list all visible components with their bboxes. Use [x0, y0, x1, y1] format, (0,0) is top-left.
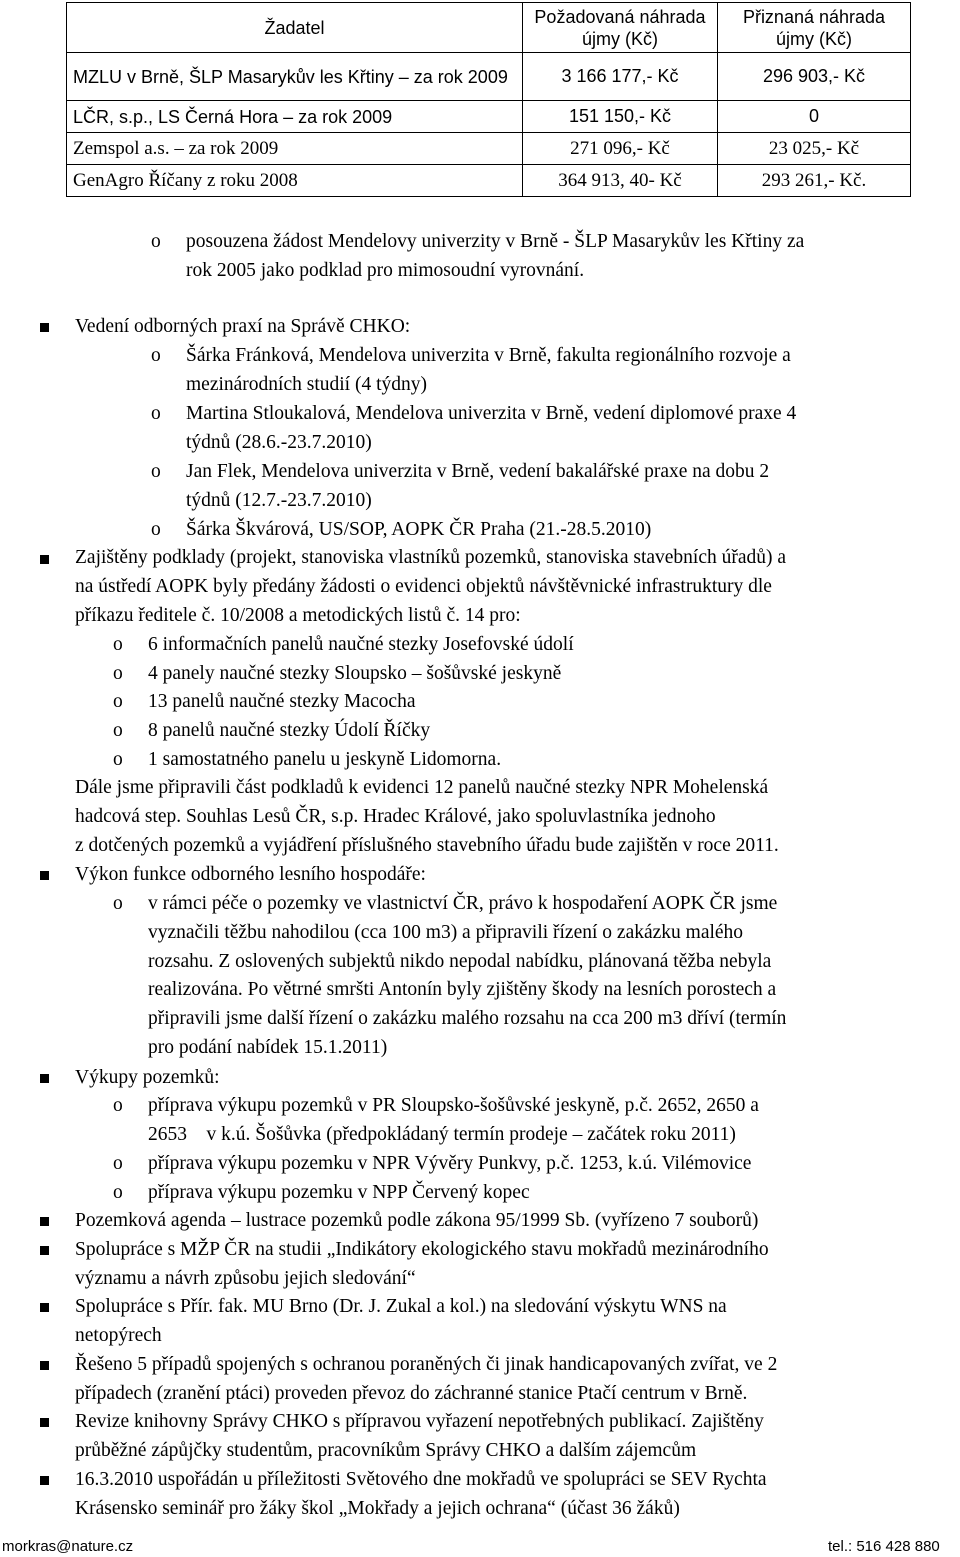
section-title: Vedení odborných praxí na Správě CHKO: — [75, 316, 411, 337]
compensation-table — [66, 2, 911, 197]
granted-cell: 296 903,- Kč — [718, 53, 911, 101]
granted-cell: 23 025,- Kč — [718, 133, 911, 165]
circle-bullet: o — [113, 634, 123, 655]
list-item: Martina Stloukalová, Mendelova univerzita v Brně, vedení diplomové praxe 4 týdnů (28.6.-23.7.2010) — [186, 403, 797, 453]
footer-phone: tel.: 516 428 880 — [828, 1538, 940, 1555]
paragraph: Pozemková agenda – lustrace pozemků podle zákona 95/1999 Sb. (vyřízeno 7 souborů) — [75, 1210, 759, 1231]
granted-cell: 293 261,- Kč. — [718, 165, 911, 197]
header-applicant: Žadatel — [67, 3, 523, 53]
circle-bullet: o — [113, 1153, 123, 1174]
list-item: Šárka Fránková, Mendelova univerzita v Brně, fakulta regionálního rozvoje a mezinárodních studií (4 týdny) — [186, 345, 791, 395]
square-bullet — [40, 1303, 49, 1312]
granted-cell: 0 — [718, 101, 911, 133]
paragraph: Řešeno 5 případů spojených s ochranou poraněných či jinak handicapovaných zvířat, ve 2 případech (zranění ptáci) proveden převoz do záchranné stanice Ptačí centrum v Brně. — [75, 1354, 778, 1404]
square-bullet — [40, 555, 49, 564]
circle-bullet: o — [113, 749, 123, 770]
circle-bullet: o — [113, 1182, 123, 1203]
circle-bullet: o — [113, 663, 123, 684]
list-item: příprava výkupu pozemku v NPR Vývěry Punkvy, p.č. 1253, k.ú. Vilémovice — [148, 1153, 752, 1174]
list-item: v rámci péče o pozemky ve vlastnictví ČR, právo k hospodaření AOPK ČR jsme vyznačili těžbu nahodilou (cca 100 m3) a připravili řízení o zakázku malého rozsahu. Z oslovených subjektů nikdo nepodal nabídku, plánovaná těžba nebyla realizována. Po větrné smršti Antonín byly zjištěny škody na lesních porostech a připravili jsme další řízení o zakázku malého rozsahu na cca 200 m3 dříví (termín pro podání nabídek 15.1.2011) — [148, 893, 787, 1058]
table-row — [67, 53, 911, 101]
applicant-cell: LČR, s.p., LS Černá Hora – za rok 2009 — [67, 101, 523, 133]
section-title: Výkupy pozemků: — [75, 1067, 220, 1088]
section-title: Výkon funkce odborného lesního hospodáře: — [75, 864, 426, 885]
circle-bullet: o — [113, 720, 123, 741]
paragraph: Spolupráce s MŽP ČR na studii „Indikátory ekologického stavu mokřadů mezinárodního významu a návrh způsobu jejich sledování“ — [75, 1239, 769, 1289]
square-bullet — [40, 1361, 49, 1370]
square-bullet — [40, 323, 49, 332]
applicant-cell: Zemspol a.s. – za rok 2009 — [67, 133, 523, 165]
paragraph: Dále jsme připravili část podkladů k evidenci 12 panelů naučné stezky NPR Mohelenská hadcová step. Souhlas Lesů ČR, s.p. Hradec Králové, jako spoluvlastníka jednoho z dotčených pozemků a vyjádření příslušného stavebního úřadu bude zajištěn v roce 2011. — [75, 777, 779, 856]
applicant-cell: MZLU v Brně, ŠLP Masarykův les Křtiny – za rok 2009 — [67, 53, 523, 101]
square-bullet — [40, 1246, 49, 1255]
requested-cell: 271 096,- Kč — [523, 133, 718, 165]
circle-bullet: o — [113, 893, 123, 914]
requested-cell: 3 166 177,- Kč — [523, 53, 718, 101]
list-item: Šárka Škvárová, US/SOP, AOPK ČR Praha (21.-28.5.2010) — [186, 519, 652, 540]
header-granted: Přiznaná náhrada újmy (Kč) — [718, 3, 911, 53]
list-item: příprava výkupu pozemků v PR Sloupsko-šošůvské jeskyně, p.č. 2652, 2650 a 2653 v k.ú. Šošůvka (předpokládaný termín prodeje – začátek roku 2011) — [148, 1095, 759, 1145]
circle-bullet: o — [151, 231, 161, 252]
footer-email: morkras@nature.cz — [2, 1538, 134, 1555]
list-item: 6 informačních panelů naučné stezky Josefovské údolí — [148, 634, 574, 655]
requested-cell: 364 913, 40- Kč — [523, 165, 718, 197]
square-bullet — [40, 1074, 49, 1083]
list-item: 1 samostatného panelu u jeskyně Lidomorna. — [148, 749, 502, 770]
paragraph: Zajištěny podklady (projekt, stanoviska vlastníků pozemků, stanoviska stavebních úřadů) a na ústředí AOPK byly předány žádosti o evidenci objektů návštěvnické infrastruktury dle příkazu ředitele č. 10/2008 a metodických listů č. 14 pro: — [75, 547, 787, 626]
table-header-row — [67, 3, 911, 53]
square-bullet — [40, 871, 49, 880]
header-requested: Požadovaná náhrada újmy (Kč) — [523, 3, 718, 53]
list-item: příprava výkupu pozemku v NPP Červený kopec — [148, 1182, 530, 1203]
list-item: posouzena žádost Mendelovy univerzity v Brně - ŠLP Masarykův les Křtiny za rok 2005 jako podklad pro mimosoudní vyrovnání. — [186, 231, 805, 281]
square-bullet — [40, 1418, 49, 1427]
list-item: Jan Flek, Mendelova univerzita v Brně, vedení bakalářské praxe na dobu 2 týdnů (12.7.-23.7.2010) — [186, 461, 770, 511]
list-item: 4 panely naučné stezky Sloupsko – šošůvské jeskyně — [148, 663, 562, 684]
circle-bullet: o — [113, 691, 123, 712]
paragraph: Revize knihovny Správy CHKO s přípravou vyřazení nepotřebných publikací. Zajištěny průběžné zápůjčky studentům, pracovníkům Správy CHKO a dalším zájemcům — [75, 1411, 764, 1461]
list-item: 13 panelů naučné stezky Macocha — [148, 691, 416, 712]
square-bullet — [40, 1217, 49, 1226]
circle-bullet: o — [151, 403, 161, 424]
paragraph: 16.3.2010 uspořádán u příležitosti Světového dne mokřadů ve spolupráci se SEV Rychta Krásensko seminář pro žáky škol „Mokřady a jejich ochrana“ (účast 36 žáků) — [75, 1469, 767, 1519]
square-bullet — [40, 1476, 49, 1485]
table-row — [67, 101, 911, 133]
circle-bullet: o — [113, 1095, 123, 1116]
circle-bullet: o — [151, 345, 161, 366]
table-row — [67, 133, 911, 165]
paragraph: Spolupráce s Přír. fak. MU Brno (Dr. J. Zukal a kol.) na sledování výskytu WNS na netopýrech — [75, 1296, 727, 1346]
circle-bullet: o — [151, 519, 161, 540]
applicant-cell: GenAgro Říčany z roku 2008 — [67, 165, 523, 197]
list-item: 8 panelů naučné stezky Údolí Říčky — [148, 720, 431, 741]
table-row — [67, 165, 911, 197]
circle-bullet: o — [151, 461, 161, 482]
requested-cell: 151 150,- Kč — [523, 101, 718, 133]
